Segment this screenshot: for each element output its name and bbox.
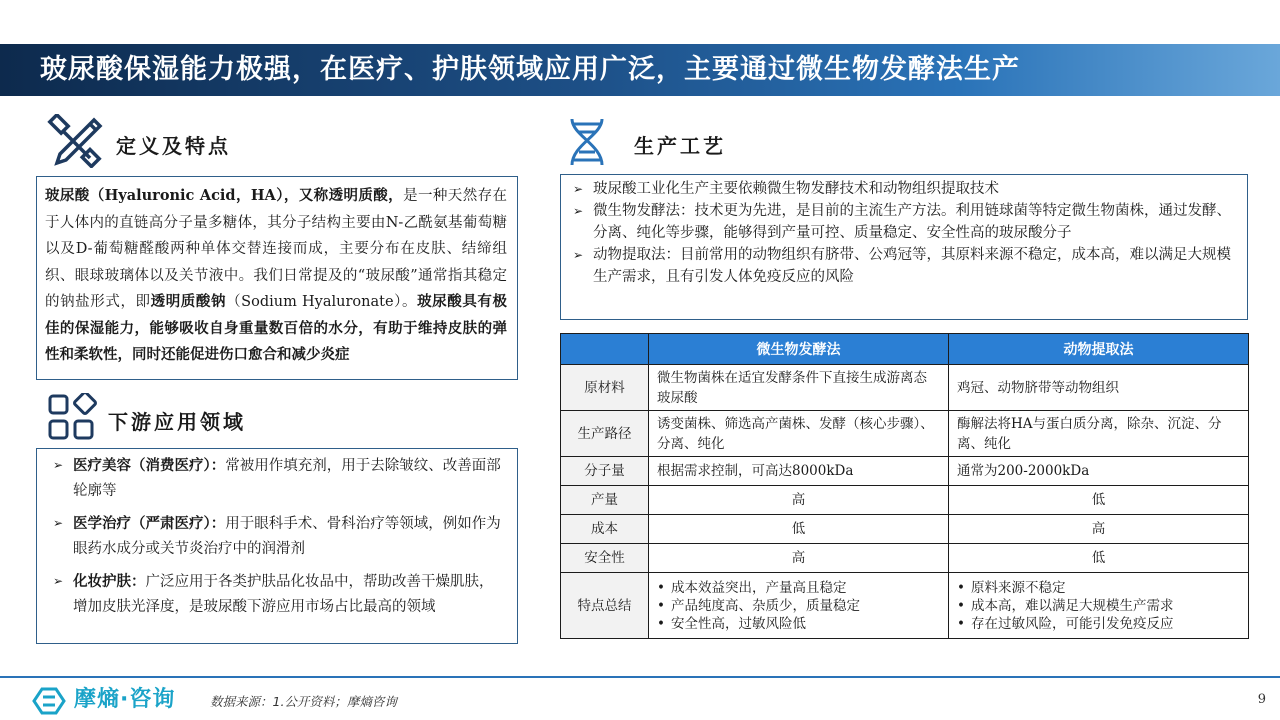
item-label: 医疗美容（消费医疗）：	[73, 457, 226, 474]
downstream-list	[37, 449, 517, 620]
definition-heading: 定义及特点	[116, 134, 231, 158]
item-label: 化妆护肤：	[73, 573, 146, 590]
brand-logo-icon	[30, 686, 68, 716]
table-row	[561, 573, 1249, 639]
row-label: 分子量	[561, 457, 649, 486]
row-label: 产量	[561, 486, 649, 515]
arrow-icon: ➢	[573, 204, 584, 218]
cell-fermentation	[649, 573, 949, 639]
item-text: 玻尿酸工业化生产主要依赖微生物发酵技术和动物组织提取技术	[593, 181, 999, 197]
arrow-icon: ➢	[53, 458, 64, 472]
item-text: 用于眼科手术、骨科治疗等领域，例如作为眼药水成分或关节炎治疗中的润滑剂	[73, 516, 501, 557]
list-item	[51, 453, 507, 504]
list-item	[571, 200, 1237, 244]
production-box	[560, 174, 1248, 320]
page-number: 9	[1257, 692, 1266, 707]
row-label: 成本	[561, 515, 649, 544]
row-label: 生产路径	[561, 411, 649, 457]
list-item: • 成本高，难以满足大规模生产需求	[957, 597, 1240, 615]
cell-fermentation: 高	[649, 486, 949, 515]
arrow-icon: ➢	[53, 516, 64, 530]
item-text: 动物提取法：目前常用的动物组织有脐带、公鸡冠等，其原料来源不稳定，成本高，难以满足大规模生产需求，且有引发人体免疫反应的风险	[593, 247, 1231, 285]
cell-fermentation: 诱变菌株、筛选高产菌株、发酵（核心步骤）、分离、纯化	[649, 411, 949, 457]
summary-list-extraction	[957, 579, 1240, 633]
item-text: 常被用作填充剂，用于去除皱纹、改善面部轮廓等	[73, 458, 501, 499]
tools-icon	[46, 114, 104, 168]
item-text: 微生物发酵法：技术更为先进，是目前的主流生产方法。利用链球菌等特定微生物菌株，通过发酵、分离、纯化等步骤，能够得到产量可控、质量稳定、安全性高的玻尿酸分子	[593, 203, 1231, 241]
cell-extraction: 鸡冠、动物脐带等动物组织	[949, 365, 1249, 411]
arrow-icon: ➢	[573, 248, 584, 262]
definition-text	[37, 177, 517, 373]
list-item: • 原料来源不稳定	[957, 579, 1240, 597]
definition-term: 玻尿酸（Hyaluronic Acid，HA），又称透明质酸，	[45, 187, 404, 204]
downstream-heading: 下游应用领域	[108, 410, 246, 434]
header-blank	[561, 334, 649, 365]
cell-fermentation: 高	[649, 544, 949, 573]
cell-extraction: 低	[949, 544, 1249, 573]
arrow-icon: ➢	[573, 182, 584, 196]
header-fermentation: 微生物发酵法	[649, 334, 949, 365]
cell-fermentation: 根据需求控制，可高达8000kDa	[649, 457, 949, 486]
list-item	[571, 178, 1237, 200]
page-title: 玻尿酸保湿能力极强，在医疗、护肤领域应用广泛，主要通过微生物发酵法生产	[40, 54, 1020, 85]
list-item	[51, 569, 507, 620]
row-label: 原材料	[561, 365, 649, 411]
definition-sodium: 透明质酸钠	[150, 293, 227, 310]
list-item	[51, 511, 507, 562]
definition-sodium-en: （Sodium Hyaluronate）。	[226, 294, 418, 310]
dna-icon	[566, 117, 608, 167]
cell-extraction: 高	[949, 515, 1249, 544]
list-item: • 安全性高，过敏风险低	[657, 615, 940, 633]
header-extraction: 动物提取法	[949, 334, 1249, 365]
table-row	[561, 457, 1249, 486]
production-list	[561, 175, 1247, 288]
list-item: • 成本效益突出，产量高且稳定	[657, 579, 940, 597]
item-text: 广泛应用于各类护肤品化妆品中，帮助改善干燥肌肤，增加皮肤光泽度，是玻尿酸下游应用市场占比最高的领域	[73, 574, 494, 615]
cell-extraction: 低	[949, 486, 1249, 515]
cell-extraction	[949, 573, 1249, 639]
brand-name: 摩熵·咨询	[74, 687, 176, 712]
list-item	[571, 244, 1237, 288]
table-row	[561, 544, 1249, 573]
cell-extraction: 酶解法将HA与蛋白质分离，除杂、沉淀、分离、纯化	[949, 411, 1249, 457]
production-heading: 生产工艺	[634, 134, 726, 158]
item-label: 医学治疗（严肃医疗）：	[73, 515, 226, 532]
arrow-icon: ➢	[53, 574, 64, 588]
table-row	[561, 365, 1249, 411]
cell-fermentation: 低	[649, 515, 949, 544]
row-label: 特点总结	[561, 573, 649, 639]
table-header-row	[561, 334, 1249, 365]
footer-divider	[0, 676, 1280, 678]
table-row	[561, 486, 1249, 515]
list-item: • 产品纯度高、杂质少，质量稳定	[657, 597, 940, 615]
cell-extraction: 通常为200-2000kDa	[949, 457, 1249, 486]
definition-property: 玻尿酸具有极佳的保湿能力，能够吸收自身重量数百倍的水分，有助于维持皮肤的弹性和柔软性，同时还能促进伤口愈合和减少炎症	[45, 293, 508, 363]
table-row	[561, 515, 1249, 544]
downstream-box	[36, 448, 518, 644]
cell-fermentation: 微生物菌株在适宜发酵条件下直接生成游离态玻尿酸	[649, 365, 949, 411]
definition-box	[36, 176, 518, 380]
apps-grid-icon	[46, 393, 102, 443]
comparison-table	[560, 333, 1249, 639]
data-source: 数据来源：1.公开资料；摩熵咨询	[210, 694, 397, 709]
list-item: • 存在过敏风险，可能引发免疫反应	[957, 615, 1240, 633]
row-label: 安全性	[561, 544, 649, 573]
table-row	[561, 411, 1249, 457]
definition-body: 是一种天然存在于人体内的直链高分子量多糖体，其分子结构主要由N-乙酰氨基葡萄糖以及D-葡萄糖醛酸两种单体交替连接而成，主要分布在皮肤、结缔组织、眼球玻璃体以及关节液中。我们日常提及的“玻尿酸”通常指其稳定的钠盐形式，即	[45, 188, 508, 310]
summary-list-fermentation	[657, 579, 940, 633]
